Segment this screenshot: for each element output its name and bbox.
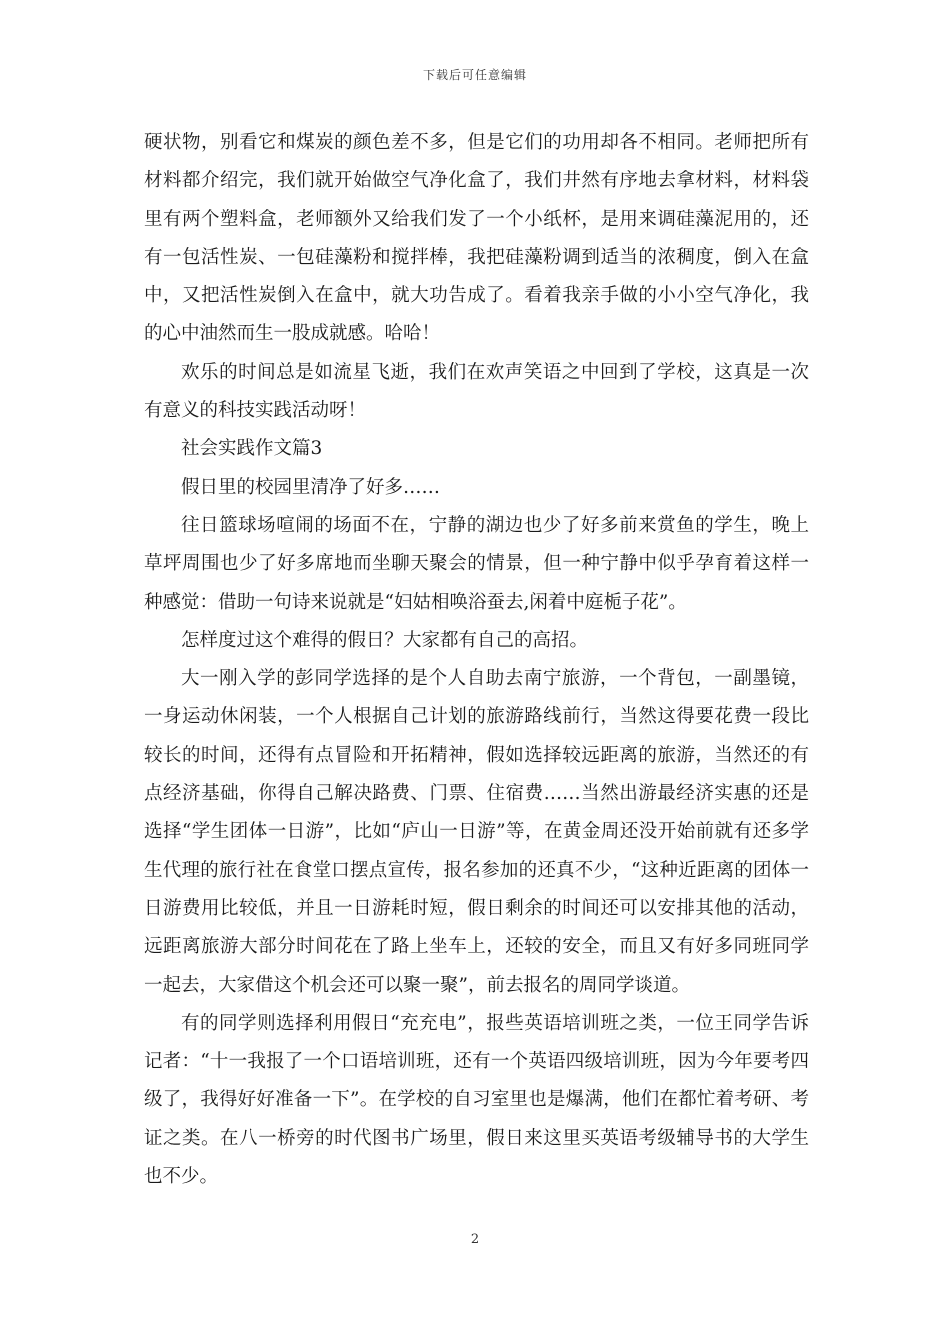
paragraph: 假日里的校园里清净了好多…… [181, 476, 441, 498]
paragraph: 大一刚入学的彭同学选择的是个人自助去南宁旅游，一个背包，一副墨镜，一身运动休闲装，一个人根据自己计划的旅游路线前行，当然这得要花费一段比较长的时间，还得有点冒险和开拓精神，假如选择较远距离的旅游，当然还的有点经济基础，你得自己解决路费、门票、住宿费……当然出游最经济实惠的还是选择“学生团体一日游”，比如“庐山一日游”等，在黄金周还没开始前就有还多学生代理的旅行社在食堂口摆点宣传，报名参加的还真不少，“这种近距离的团体一日游费用比较低，并且一日游耗时短，假日剩余的时间还可以安排其他的活动，远距离旅游大部分时间花在了路上坐车上，还较的安全，而且又有好多同班同学一起去，大家借这个机会还可以聚一聚”，前去报名的周同学谈道。 [144, 668, 809, 996]
paragraph: 有的同学则选择利用假日“充充电”，报些英语培训班之类，一位王同学告诉记者：“十一我报了一个口语培训班，还有一个英语四级培训班，因为今年要考四级了，我得好好准备一下”。在学校的自习室里也是爆满，他们在都忙着考研、考证之类。在八一桥旁的时代图书广场里，假日来这里买英语考级辅导书的大学生也不少。 [144, 1012, 809, 1188]
paragraph: 怎样度过这个难得的假日？大家都有自己的高招。 [181, 629, 589, 651]
paragraph: 欢乐的时间总是如流星飞逝，我们在欢声笑语之中回到了学校，这真是一次有意义的科技实践活动呀！ [144, 361, 809, 422]
page-header: 下载后可任意编辑 [422, 68, 527, 82]
page-number: 2 [470, 1232, 480, 1247]
document-body [144, 124, 809, 1196]
paragraph: 往日篮球场喧闹的场面不在，宁静的湖边也少了好多前来赏鱼的学生，晚上草坪周围也少了好多席地而坐聊天聚会的情景，但一种宁静中似乎孕育着这样一种感觉：借助一句诗来说就是“妇姑相唤浴蚕去,闲着中庭栀子花”。 [144, 514, 809, 613]
section-heading: 社会实践作文篇3 [181, 438, 323, 460]
paragraph-continuation: 硬状物，别看它和煤炭的颜色差不多，但是它们的功用却各不相同。老师把所有材料都介绍完，我们就开始做空气净化盒了，我们井然有序地去拿材料，材料袋里有两个塑料盒，老师额外又给我们发了一个小纸杯，是用来调硅藻泥用的，还有一包活性炭、一包硅藻粉和搅拌棒，我把硅藻粉调到适当的浓稠度，倒入在盒中，又把活性炭倒入在盒中，就大功告成了。看着我亲手做的小小空气净化，我的心中油然而生一股成就感。哈哈！ [144, 132, 809, 345]
